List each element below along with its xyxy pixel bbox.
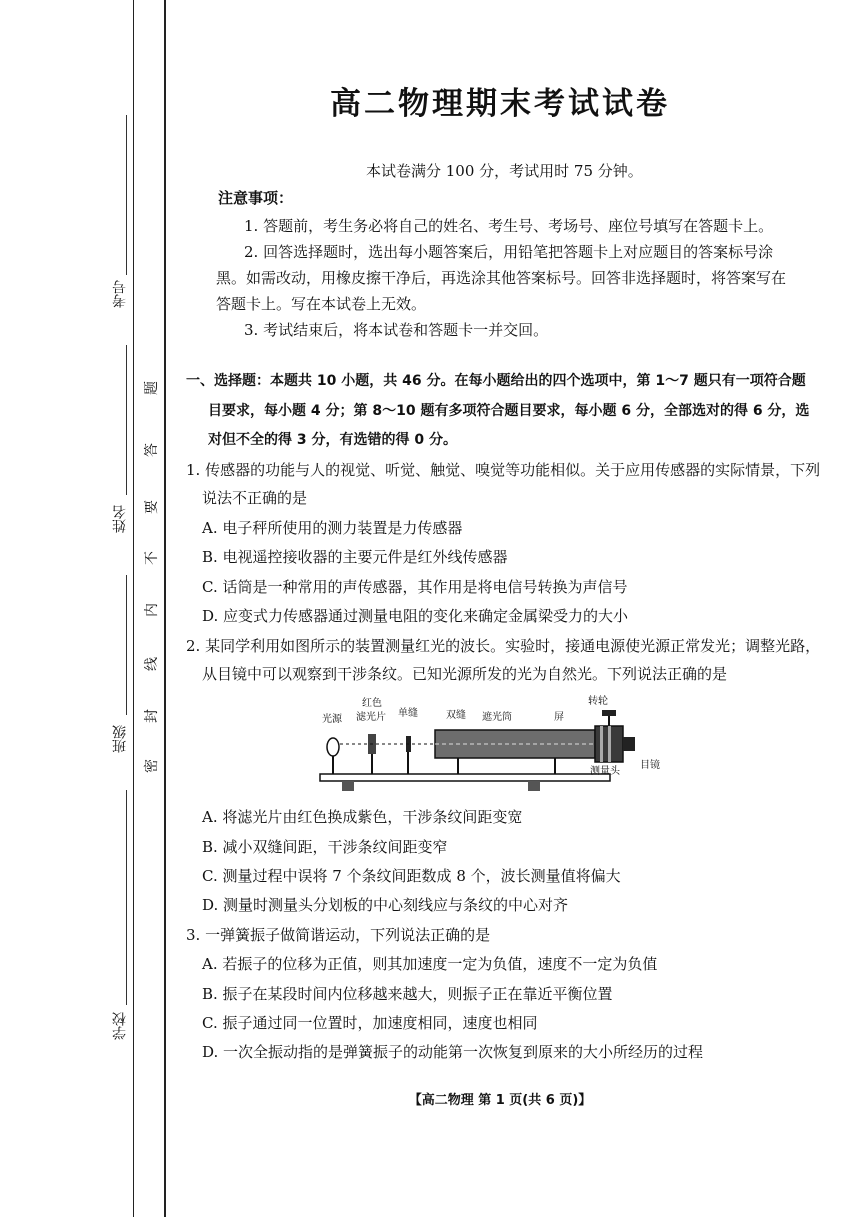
section1-line-1: 一、选择题：本题共 10 小题，共 46 分。在每小题给出的四个选项中，第 1～7 题只有一项符合题	[186, 373, 806, 389]
seal-char-5: 内	[144, 603, 160, 617]
q3-option-a: A. 若振子的位移为正值，则其加速度一定为负值，速度不一定为负值	[202, 955, 658, 973]
seal-char-7: 封	[144, 709, 160, 723]
q3-option-d: D. 一次全振动指的是弹簧振子的动能第一次恢复到原来的大小所经历的过程	[202, 1043, 704, 1061]
label-eyepiece: 目镜	[640, 760, 660, 771]
section1-line-2: 目要求，每小题 4 分；第 8～10 题有多项符合题目要求，每小题 6 分，全部选对的得 6 分，选	[208, 403, 810, 419]
seal-char-8: 密	[144, 759, 160, 773]
bench-rail	[320, 774, 610, 781]
label-filter-line-1: 红色	[362, 698, 382, 709]
section1-line-3: 对但不全的得 3 分，有选错的得 0 分。	[208, 432, 457, 448]
q1-option-a: A. 电子秤所使用的测力装置是力传感器	[202, 519, 463, 537]
turn-wheel	[602, 710, 616, 716]
q2-stem-line-2: 从目镜中可以观察到干涉条纹。已知光源所发的光为自然光。下列说法正确的是	[202, 665, 728, 683]
margin-border-inner	[164, 0, 166, 1217]
q2-option-b: B. 减小双缝间距，干涉条纹间距变窄	[202, 838, 448, 856]
banji-label: 班级	[112, 725, 128, 753]
q1-stem-line-2: 说法不正确的是	[202, 489, 308, 507]
seal-char-4: 不	[144, 551, 160, 565]
xuexiao-underline	[126, 790, 127, 1005]
bench-foot-right	[528, 781, 540, 791]
notice-item-3: 3. 考试结束后，将本试卷和答题卡一并交回。	[244, 321, 549, 339]
margin-border-outer	[133, 0, 134, 1217]
kaohao-underline	[126, 115, 127, 275]
q3-option-b: B. 振子在某段时间内位移越来越大，则振子正在靠近平衡位置	[202, 985, 613, 1003]
seal-char-2: 答	[144, 443, 160, 457]
page-title: 高二物理期末考试试卷	[330, 86, 670, 122]
q1-option-d: D. 应变式力传感器通过测量电阻的变化来确定金属梁受力的大小	[202, 607, 629, 625]
seal-char-3: 要	[144, 500, 160, 514]
banji-underline	[126, 575, 127, 715]
q1-option-b: B. 电视遥控接收器的主要元件是红外线传感器	[202, 548, 508, 566]
q2-option-a: A. 将滤光片由红色换成紫色，干涉条纹间距变宽	[202, 808, 523, 826]
label-wheel: 转轮	[588, 696, 608, 707]
q1-stem-line-1: 1. 传感器的功能与人的视觉、听觉、触觉、嗅觉等功能相似。关于应用传感器的实际情景，下列	[186, 461, 821, 479]
seal-char-6: 线	[144, 657, 160, 671]
notice-item-2-line-3: 答题卡上。写在本试卷上无效。	[216, 295, 427, 313]
label-single-slit: 单缝	[398, 708, 418, 719]
q1-option-c: C. 话筒是一种常用的声传感器，其作用是将电信号转换为声信号	[202, 578, 628, 596]
notice-item-2-line-2: 黑。如需改动，用橡皮擦干净后，再选涂其他答案标号。回答非选择题时，将答案写在	[216, 269, 787, 287]
exam-intro: 本试卷满分 100 分，考试用时 75 分钟。	[366, 162, 643, 180]
label-light-source: 光源	[322, 714, 342, 725]
q2-option-d: D. 测量时测量头分划板的中心刻线应与条纹的中心对齐	[202, 896, 569, 914]
bench-foot-left	[342, 781, 354, 791]
q2-stem-line-1: 2. 某同学利用如图所示的装置测量红光的波长。实验时，接通电源使光源正常发光；调整光路，	[186, 637, 821, 655]
label-tube: 遮光筒	[482, 712, 512, 723]
light-source-bulb	[327, 738, 339, 756]
notice-heading: 注意事项：	[218, 189, 294, 207]
notice-item-2-line-1: 2. 回答选择题时，选出每小题答案后，用铅笔把答题卡上对应题目的答案标号涂	[244, 243, 774, 261]
q2-option-c: C. 测量过程中误将 7 个条纹间距数成 8 个，波长测量值将偏大	[202, 867, 621, 885]
xingming-label: 姓名	[112, 505, 128, 533]
q3-option-c: C. 振子通过同一位置时，加速度相同，速度也相同	[202, 1014, 538, 1032]
xuexiao-label: 学校	[112, 1012, 128, 1040]
kaohao-label: 考号	[112, 280, 128, 308]
label-measuring-head: 测量头	[590, 766, 620, 777]
label-double-slit: 双缝	[446, 710, 466, 721]
page-footer: 【高二物理 第 1 页(共 6 页)】	[408, 1093, 592, 1108]
double-slit-apparatus-figure	[300, 692, 670, 804]
eyepiece	[623, 737, 635, 751]
seal-char-1: 题	[144, 381, 160, 395]
label-filter-line-2: 滤光片	[356, 712, 386, 723]
q3-stem: 3. 一弹簧振子做简谐运动，下列说法正确的是	[186, 926, 491, 944]
label-screen: 屏	[554, 712, 564, 723]
xingming-underline	[126, 345, 127, 495]
notice-item-1: 1. 答题前，考生务必将自己的姓名、考生号、考场号、座位号填写在答题卡上。	[244, 217, 774, 235]
